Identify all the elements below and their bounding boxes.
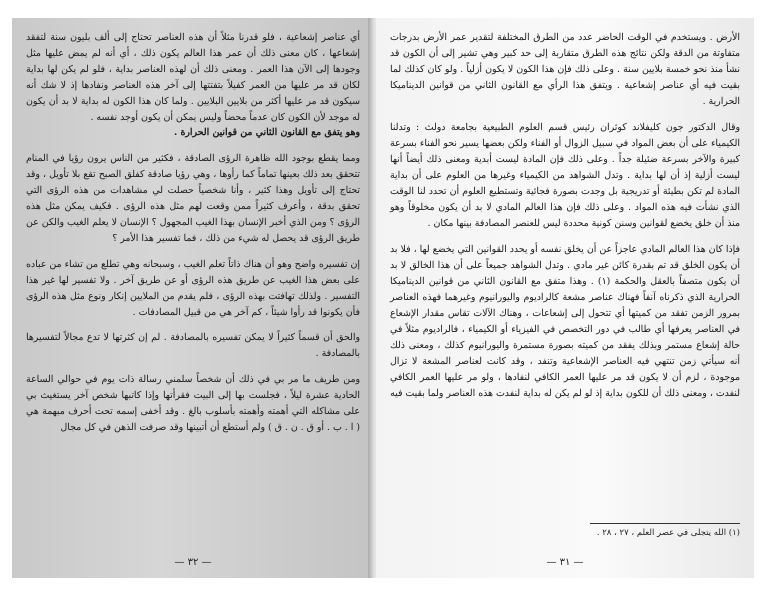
footnote: (١) الله يتجلى في عصر العلم ، ٢٧ ، ٢٨ . [596, 528, 740, 538]
left-paragraph-1: أي عناصر إشعاعية ، فلو قدرنا مثلاً أن هذه العناصر تحتاج إلى ألف بليون سنة لتفقد إشعاعها ، كان معنى ذلك أن عمر هذا العالم يكون ذلك ، أي أنه لم يمض عليها مثل وجودها إلى الآن هذا العمر . ومعنى ذلك أن لهذه العناصر بداية ، فلو لم يكن لها بداية لكان قد مر عليها من العمر كفيلاً بتفتتها إلى آخر هذه العناصر ونفادها إذ لا شك أنه سيكون قد مر عليها أكثر من بلايين البلايين . ولما كان هذا الكون له بداية لا بد أن يكون له موجد لأن الكون كان عدماً محضاً وليس يمكن أن يكون أوجد نفسه . [26, 32, 360, 123]
right-paragraph-3: فإذا كان هذا العالم المادي عاجزاً عن أن يخلق نفسه أو يحدد القوانين التي يخضع لها ، فلا بد أن يكون الخلق قد تم بقدرة كائن غير مادي . وتدل الشواهد جميعاً على أن هذا الخالق لا بد أن يكون متصفاً بالعقل والحكمة (١) . وهذا متفق مع القانون الثاني من قوانين الديناميكا الحرارية الذي ذكرناه آنفاً فهناك عناصر مشعة كالراديوم واليورانيوم وغيرهما فهذه العناصر بمرور الزمن تفقد من كميتها أي تتحول إلى إشعاعات ، وهناك الآلات تقاس مقدار الإشعاع في العناصر يعرفها أي طالب في دور التخصص في الفيزياء أو الكيمياء ، فالراديوم مثلاً في حالة إشعاع مستمر وبذلك يفقد من كميته بصورة مستمرة واليورانيوم كذلك ، ومعنى ذلك أنه سيأتي زمن تنتهي فيه العناصر الإشعاعية وتنفد ، وقد كانت لعناصر المشعة لا تزال موجودة ، لزم أن لا يكون قد مر عليها العمر الكافي لنفادها ، ولو مر عليها العمر الكافي لنفدت ، ومعنى ذلك أن للكون بداية إذ لو لم يكن له بداية لنفدت هذه العناصر ولما بقيت فيه [390, 244, 740, 399]
right-paragraph-2: وقال الدكتور جون كليفلاند كوثران رئيس قسم العلوم الطبيعية بجامعة دولث : وتدلنا الكيمياء على أن بعض المواد في سبيل الزوال أو الفناء ولكن بعضها يسير نحو الفناء بسرعة كبيرة والآخر بسرعة ضئيلة جداً . وعلى ذلك فإن المادة ليست أبدية ومعنى ذلك أيضاً أنها ليست أزلية إذ أن لها بداية . وتدل الشواهد من الكيمياء وغيرها من العلوم على أن بداية المادة لم تكن بطيئة أو تدريجية بل وجدت بصورة فجائية وتستطيع العلوم أن تحدد لنا الوقت الذي نشأت فيه هذه المواد . وعلى ذلك فإن هذا العالم المادي لا بد أن يكون مخلوقاً وهو منذ أن خلق يخضع لقوانين وسنن كونية محددة ليس للعنصر المصادفة بينها مكان . [390, 122, 740, 229]
left-paragraph-4: والحق أن قسماً كثيراً لا يمكن تفسيره بالمصادفة . لم إن كثرتها لا تدع مجالاً لتفسيرها بالمصادفة . [26, 332, 360, 360]
right-page-number: — ٣١ — [546, 557, 584, 568]
left-page-number: — ٣٢ — [174, 557, 212, 568]
left-paragraph-5: ومن طريف ما مر بي في ذلك أن شخصاً سلمني رسالة ذات يوم في حوالي الساعة الحادية عشرة ليلاً ، فجلست بها إلى البيت فقرأتها وإذا كاتبها شخص آخر يستغيث بي على مشاكله التي أهمته وأهمته بأسلوب بالغ . وقد أخفى إسمه تحت أحرف مبهمة هي ( ا . ب . أو ق . ن . ق ) ولم أستطع أن أتبينها وقد صرفت الذهن في كل مجال [26, 374, 360, 433]
left-page-text [26, 30, 360, 436]
left-paragraph-3: إن تفسيره واضح وهو أن هناك ذاتاً تعلم الغيب ، وسبحانه وهي تطلع من تشاء من عباده على بعض هذا الغيب عن طريق هذه الرؤى أو عن طريق آخر . ولا تفسير لها غير هذا التفسير . ولذلك تهافتت بهذه الرؤى ، فلم يقدم من الملايين إنكار ونوع مثل هذه الرؤى فأن يكونوا قد رأوا شيئاً ، كم آخر هي من قبيل المصادفات . [26, 258, 360, 318]
footnote-divider [590, 523, 740, 524]
left-page [12, 18, 374, 578]
right-page [376, 18, 754, 578]
right-page-text [390, 30, 740, 402]
left-heading: وهو يتفق مع القانون الثاني من قوانين الحرارة . [173, 127, 360, 139]
left-paragraph-2: ومما يقطع بوجود الله ظاهرة الرؤى الصادقة ، فكثير من الناس يرون رؤيا في المنام تتحقق بعد ذلك بعينها تماماً كما رأوها ، وهي رؤيا صادقة كفلق الصبح تقع بلا تأويل ، وقد تحتاج إلى تأويل وهذا كثير ، وأنا شخصياً حصلت لي مشاهدات من هذه الرؤى التي تحقق بدقة ، وأعرف كثيراً ممن وقعت لهم مثل هذه الرؤى . فكيف يمكن مثل هذه الرؤى ؟ ومن الذي أخبر الإنسان بهذا الغيب المجهول ؟ الإنسان لا يعلم الغيب والكن عن طريق الرؤى قد يحصل له شيء من ذلك ، فما تفسير هذا الأمر ؟ [26, 153, 360, 244]
right-paragraph-1: الأرض . ويستخدم في الوقت الحاضر عدد من الطرق المختلفة لتقدير عمر الأرض بدرجات متفاوتة من الدقة ولكن نتائج هذه الطرق متقاربة إلى حد كبير وهي تشير إلى أن الكون قد نشأ منذ نحو خمسة بلايين سنة . وعلى ذلك فإن هذا الكون لا يكون أزلياً . ولو كان كذلك لما بقيت فيه أي عناصر إشعاعية . ويتفق هذا الرأي مع القانون الثاني من قوانين الديناميكا الحرارية . [390, 32, 740, 107]
